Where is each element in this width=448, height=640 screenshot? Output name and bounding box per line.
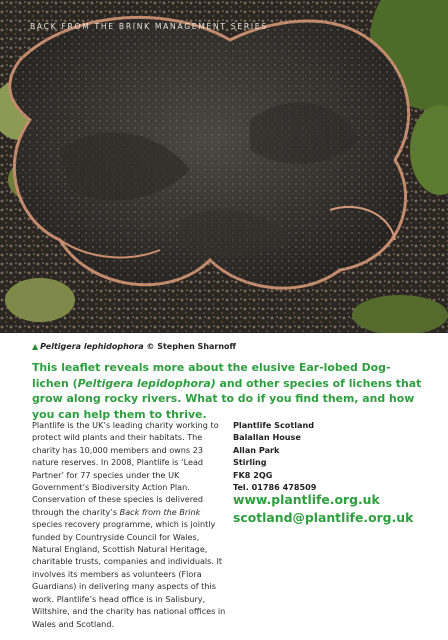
address-line: Allan Park <box>233 444 280 455</box>
lead-paragraph <box>32 360 424 422</box>
contact-address <box>233 419 433 493</box>
lead-part1: This leaflet reveals more about the elusive Ear-lobed Dog-lichen ( <box>32 361 391 390</box>
email-link[interactable]: scotland@plantlife.org.uk <box>233 509 414 525</box>
lead-species: Peltigera lepidophora) <box>77 376 216 390</box>
caption-species: Peltigera lephidophora <box>40 342 144 351</box>
caption-credit: © Stephen Sharnoff <box>143 342 237 351</box>
address-line: Plantlife Scotland <box>233 420 315 430</box>
address-line: FK8 2QG <box>233 469 273 480</box>
series-label: BACK FROM THE BRINK MANAGEMENT SERIES <box>30 22 268 31</box>
website-link[interactable]: www.plantlife.org.uk <box>233 492 380 507</box>
body-part2: species recovery programme, which is jointly funded by Countryside Council for Wales, Natural England, Scottish Natural Heritage, charitable trusts, companies and individuals. It involves its members as volunteers (Flora Guardians) in delivering many aspects of this work. Plantlife’s head office is in Salisbury, Wiltshire, and the charity has national offices in Wales and Scotland. <box>32 519 226 629</box>
address-line: Balallan House <box>233 432 301 443</box>
body-part1: Plantlife is the UK’s leading charity working to protect wild plants and their habitats. The charity has 10,000 members and owns 23 nature reserves. In 2008, Plantlife is ‘Lead Partner’ for 77 species under the UK Government’s Biodiversity Action Plan. Conservation of these species is delivered through the charity’s <box>32 420 219 517</box>
body-italic: Back from the Brink <box>119 506 201 517</box>
triangle-icon: ▲ <box>32 342 39 351</box>
address-line: Stirling <box>233 457 267 468</box>
lead-part2: and other species of lichens that grow along rocky rivers. What to do if you find them, and how you can help them to thrive. <box>32 376 422 421</box>
contact-links <box>233 491 438 526</box>
address-line: Tel. 01786 478509 <box>233 482 317 493</box>
photo-caption <box>32 342 236 351</box>
body-paragraph <box>32 419 226 630</box>
